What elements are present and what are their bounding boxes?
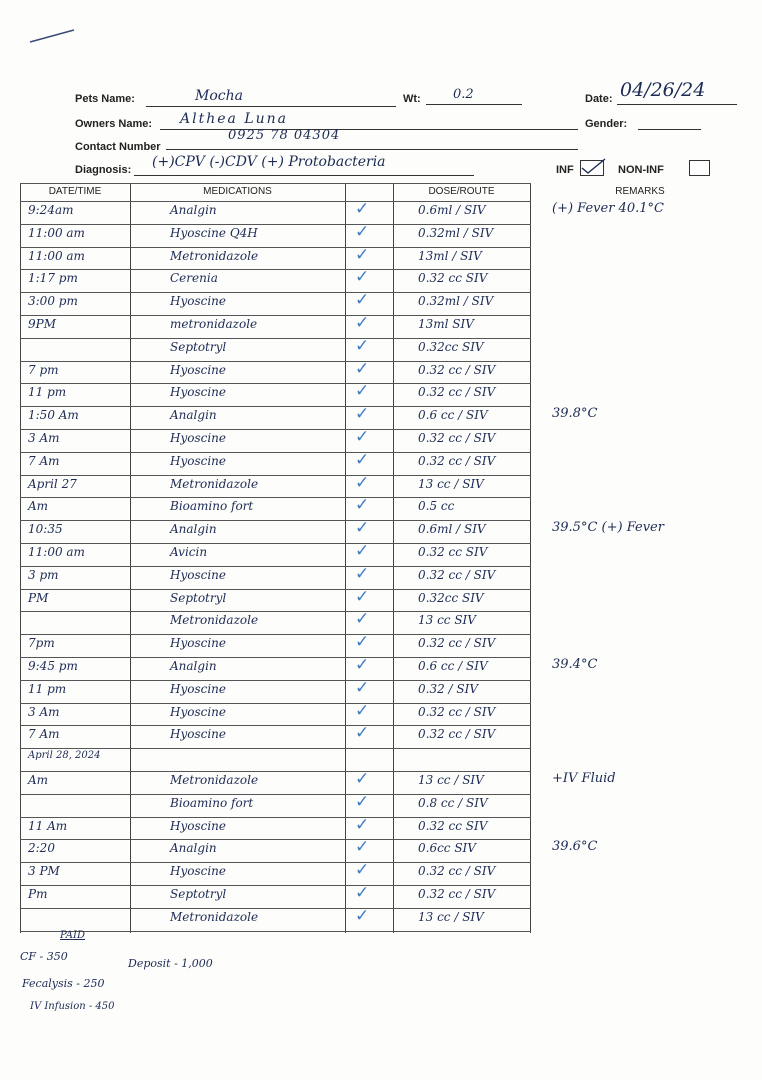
row-remark[interactable]: 39.6°C <box>552 839 598 855</box>
table-row <box>20 791 531 817</box>
row-medication[interactable]: Metronidazole <box>170 476 259 491</box>
owners-name-line <box>160 129 578 130</box>
paid-note: PAID <box>60 930 85 941</box>
row-dose-route[interactable]: 0.32 cc / SIV <box>418 362 496 377</box>
row-medication[interactable]: Hyoscine <box>170 431 227 445</box>
contact-number-line <box>166 149 578 150</box>
row-time[interactable]: PM <box>28 590 49 605</box>
contact-number-label: Contact Number <box>75 141 161 153</box>
row-dose-route[interactable]: 0.32cc SIV <box>418 590 484 605</box>
row-check-icon: ✓ <box>355 905 370 925</box>
row-check-icon: ✓ <box>355 541 370 560</box>
table-row <box>20 358 531 384</box>
row-medication[interactable]: metronidazole <box>170 317 258 331</box>
row-remark[interactable]: 39.5°C (+) Fever <box>552 520 664 536</box>
row-time[interactable]: 11 pm <box>28 385 67 400</box>
row-medication[interactable]: Cerenia <box>170 271 218 286</box>
row-time[interactable]: 11 Am <box>28 818 68 833</box>
row-remark[interactable]: (+) Fever 40.1°C <box>552 201 664 216</box>
row-dose-route[interactable]: 0.32 / SIV <box>418 681 479 696</box>
row-time[interactable]: 3 pm <box>28 567 59 582</box>
diagnosis-value[interactable]: (+)CPV (-)CDV (+) Protobacteria <box>152 154 386 170</box>
row-check-icon: ✓ <box>355 814 370 834</box>
row-medication[interactable]: Hyoscine <box>170 727 227 742</box>
row-time[interactable]: 9PM <box>28 317 56 331</box>
table-row <box>20 677 531 703</box>
row-medication[interactable]: Analgin <box>170 203 217 217</box>
pets-name-value[interactable]: Mocha <box>195 88 243 104</box>
pets-name-line <box>146 106 396 107</box>
row-dose-route[interactable]: 0.32 cc / SIV <box>418 704 496 719</box>
header-remarks: REMARKS <box>615 186 665 197</box>
table-top-border <box>20 183 531 184</box>
table-row <box>20 269 531 292</box>
row-dose-route[interactable]: 0.32 cc / SIV <box>418 385 496 400</box>
row-time[interactable]: Am <box>28 499 49 514</box>
wt-line <box>426 104 522 105</box>
pen-stroke-mark <box>28 26 78 46</box>
table-row <box>20 221 531 247</box>
row-check-icon: ✓ <box>355 290 370 310</box>
table-row <box>20 404 598 429</box>
row-time[interactable]: 3 PM <box>28 864 60 879</box>
inf-check-icon <box>578 156 608 176</box>
row-dose-route[interactable]: 0.32 cc SIV <box>418 271 488 286</box>
row-dose-route[interactable]: 0.32 cc / SIV <box>418 727 496 742</box>
row-medication[interactable]: Analgin <box>170 408 217 423</box>
row-time[interactable]: 9:45 pm <box>28 659 78 673</box>
row-time[interactable]: 11:00 am <box>28 545 85 559</box>
iv-infusion-fee-note: IV Infusion - 450 <box>30 1001 115 1012</box>
row-time[interactable]: Pm <box>28 887 48 901</box>
row-dose-route[interactable]: 13 cc SIV <box>418 613 476 628</box>
table-row <box>20 814 531 840</box>
row-remark[interactable]: 39.8°C <box>552 406 598 422</box>
row-medication[interactable]: Metronidazole <box>170 773 259 787</box>
row-dose-route[interactable]: 0.32 cc / SIV <box>418 887 496 901</box>
row-medication[interactable]: Septotryl <box>170 339 227 354</box>
row-dose-route[interactable]: 13 cc / SIV <box>418 909 484 924</box>
row-time[interactable]: 7 Am <box>28 727 60 742</box>
row-medication[interactable]: Hyoscine <box>170 818 227 833</box>
row-check-icon: ✓ <box>355 677 370 697</box>
table-row <box>20 472 531 498</box>
row-medication[interactable]: Hyoscine <box>170 294 227 309</box>
wt-value[interactable]: 0.2 <box>453 87 474 102</box>
row-time[interactable]: 1:17 pm <box>28 271 78 286</box>
table-row <box>20 244 531 270</box>
inf-label: INF <box>556 164 574 176</box>
row-check-icon: ✓ <box>355 609 370 629</box>
row-medication[interactable]: Metronidazole <box>170 909 259 924</box>
table-row <box>20 885 531 908</box>
row-time[interactable]: 3 Am <box>28 431 60 445</box>
table-row <box>20 563 531 589</box>
row-dose-route[interactable]: 0.8 cc / SIV <box>418 795 488 810</box>
non-inf-checkbox[interactable] <box>689 160 710 176</box>
diagnosis-label: Diagnosis: <box>75 164 132 176</box>
fecalysis-fee-note: Fecalysis - 250 <box>22 977 105 990</box>
row-check-icon: ✓ <box>355 586 370 606</box>
row-medication[interactable]: Analgin <box>170 522 217 537</box>
row-check-icon: ✓ <box>355 563 370 583</box>
row-medication[interactable]: Septotryl <box>170 887 227 901</box>
table-row <box>20 905 531 931</box>
table-row <box>20 383 531 406</box>
row-medication[interactable]: Metronidazole <box>170 248 259 263</box>
table-row <box>20 700 531 726</box>
row-check-icon: ✓ <box>355 449 370 469</box>
row-dose-route[interactable]: 13 cc / SIV <box>418 476 484 491</box>
row-check-icon: ✓ <box>355 791 370 811</box>
row-dose-route[interactable]: 0.6ml / SIV <box>418 522 486 537</box>
row-time[interactable]: April 27 <box>28 476 77 491</box>
row-dose-route[interactable]: 0.32 cc SIV <box>418 545 488 559</box>
row-check-icon: ✓ <box>355 427 370 446</box>
row-medication[interactable]: Hyoscine <box>170 362 227 377</box>
row-dose-route[interactable]: 0.6cc SIV <box>418 841 476 856</box>
pets-name-label: Pets Name: <box>75 93 135 105</box>
row-dose-route[interactable]: 0.32cc SIV <box>418 339 484 354</box>
row-time[interactable]: 11:00 am <box>28 225 85 240</box>
row-time[interactable]: 3:00 pm <box>28 294 78 309</box>
table-row <box>20 449 531 475</box>
row-medication[interactable]: Avicin <box>170 545 208 559</box>
row-time[interactable]: 10:35 <box>28 522 63 537</box>
row-check-icon: ✓ <box>355 404 370 424</box>
row-medication[interactable]: Hyoscine <box>170 864 227 879</box>
row-time[interactable]: 11:00 am <box>28 248 85 263</box>
row-check-icon: ✓ <box>355 723 370 743</box>
row-dose-route[interactable]: 0.32 cc / SIV <box>418 453 496 468</box>
table-row <box>20 725 531 748</box>
row-remark[interactable]: +IV Fluid <box>552 771 616 786</box>
row-divider <box>20 931 531 932</box>
row-time[interactable]: Am <box>28 773 49 787</box>
row-check-icon: ✓ <box>355 267 370 287</box>
row-medication[interactable]: Hyoscine <box>170 385 227 400</box>
table-row <box>20 518 664 543</box>
row-medication[interactable]: Septotryl <box>170 590 227 605</box>
row-time[interactable]: 11 pm <box>28 681 67 696</box>
row-time[interactable]: 3 Am <box>28 704 60 719</box>
row-check-icon: ✓ <box>355 313 370 332</box>
row-dose-route[interactable]: 0.32 cc / SIV <box>418 567 496 582</box>
row-medication[interactable]: Hyoscine Q4H <box>170 225 258 240</box>
owners-name-label: Owners Name: <box>75 118 153 130</box>
row-time[interactable]: 7 pm <box>28 362 59 377</box>
row-check-icon: ✓ <box>355 381 370 401</box>
table-row <box>20 199 664 224</box>
row-medication[interactable]: Metronidazole <box>170 613 259 628</box>
row-time[interactable]: 7 Am <box>28 453 60 468</box>
owners-name-value[interactable]: Althea Luna <box>180 111 288 127</box>
row-medication[interactable]: Bioamino fort <box>170 499 254 514</box>
table-row <box>20 748 531 771</box>
row-check-icon: ✓ <box>355 358 370 378</box>
table-row <box>20 315 531 338</box>
header-dose-route: DOSE/ROUTE <box>428 186 495 197</box>
date-line <box>617 104 737 105</box>
table-row <box>20 497 531 520</box>
row-medication[interactable]: Analgin <box>170 841 217 856</box>
row-medication[interactable]: Hyoscine <box>170 681 227 696</box>
row-check-icon: ✓ <box>355 472 370 492</box>
diagnosis-line <box>134 175 474 176</box>
table-row <box>20 837 598 862</box>
table-row <box>20 862 531 885</box>
table-row <box>20 429 531 452</box>
row-dose-route[interactable]: 0.32ml / SIV <box>418 225 494 240</box>
row-check-icon: ✓ <box>355 837 370 857</box>
table-row <box>20 543 531 566</box>
wt-label: Wt: <box>403 93 421 105</box>
row-time[interactable]: 9:24am <box>28 203 74 217</box>
row-dose-route[interactable]: 13ml / SIV <box>418 248 482 263</box>
row-check-icon: ✓ <box>355 883 370 902</box>
table-row <box>20 634 531 657</box>
row-check-icon: ✓ <box>355 655 370 674</box>
row-remark[interactable]: 39.4°C <box>552 657 598 672</box>
row-dose-route[interactable]: 13 cc / SIV <box>418 773 484 787</box>
row-medication[interactable]: Analgin <box>170 659 217 673</box>
row-check-icon: ✓ <box>355 199 370 218</box>
row-dose-route[interactable]: 0.32ml / SIV <box>418 294 494 309</box>
row-check-icon: ✓ <box>355 495 370 515</box>
row-dose-route[interactable]: 0.6 cc / SIV <box>418 408 488 423</box>
row-time[interactable]: 1:50 Am <box>28 408 79 423</box>
row-check-icon: ✓ <box>355 244 370 264</box>
contact-number-value[interactable]: 0925 78 04304 <box>228 128 341 143</box>
row-dose-route[interactable]: 0.5 cc <box>418 499 455 514</box>
row-dose-route[interactable]: 0.32 cc / SIV <box>418 636 496 651</box>
row-dose-route[interactable]: 0.32 cc / SIV <box>418 431 496 445</box>
row-medication[interactable]: Hyoscine <box>170 636 227 651</box>
table-row <box>20 335 531 361</box>
gender-label: Gender: <box>585 118 628 130</box>
deposit-note: Deposit - 1,000 <box>128 957 213 970</box>
date-value[interactable]: 04/26/24 <box>620 79 706 101</box>
row-medication[interactable]: Bioamino fort <box>170 795 254 810</box>
table-row <box>20 586 531 612</box>
table-row <box>20 292 531 315</box>
row-check-icon: ✓ <box>355 860 370 880</box>
table-row <box>20 611 531 634</box>
row-dose-route[interactable]: 0.32 cc / SIV <box>418 864 496 879</box>
row-dose-route[interactable]: 13ml SIV <box>418 317 474 331</box>
row-dose-route[interactable]: 0.32 cc SIV <box>418 818 488 833</box>
non-inf-label: NON-INF <box>618 164 664 176</box>
row-time[interactable]: 2:20 <box>28 841 55 856</box>
table-row <box>20 655 598 680</box>
row-check-icon: ✓ <box>355 632 370 652</box>
medication-table <box>20 183 665 933</box>
row-check-icon: ✓ <box>355 221 370 241</box>
header-medications: MEDICATIONS <box>203 186 272 197</box>
row-check-icon: ✓ <box>355 335 370 355</box>
row-time[interactable]: April 28, 2024 <box>28 750 101 762</box>
row-medication[interactable]: Hyoscine <box>170 453 227 468</box>
row-check-icon: ✓ <box>355 518 370 538</box>
row-medication[interactable]: Hyoscine <box>170 704 227 719</box>
row-dose-route[interactable]: 0.6ml / SIV <box>418 203 486 217</box>
header-datetime: DATE/TIME <box>48 186 102 197</box>
row-time[interactable]: 7pm <box>28 636 55 651</box>
date-label: Date: <box>585 93 613 105</box>
table-row <box>20 769 616 794</box>
row-check-icon: ✓ <box>355 700 370 720</box>
row-dose-route[interactable]: 0.6 cc / SIV <box>418 659 488 673</box>
row-medication[interactable]: Hyoscine <box>170 567 227 582</box>
cf-fee-note: CF - 350 <box>20 950 68 963</box>
row-check-icon: ✓ <box>355 769 370 788</box>
gender-line <box>638 129 701 130</box>
